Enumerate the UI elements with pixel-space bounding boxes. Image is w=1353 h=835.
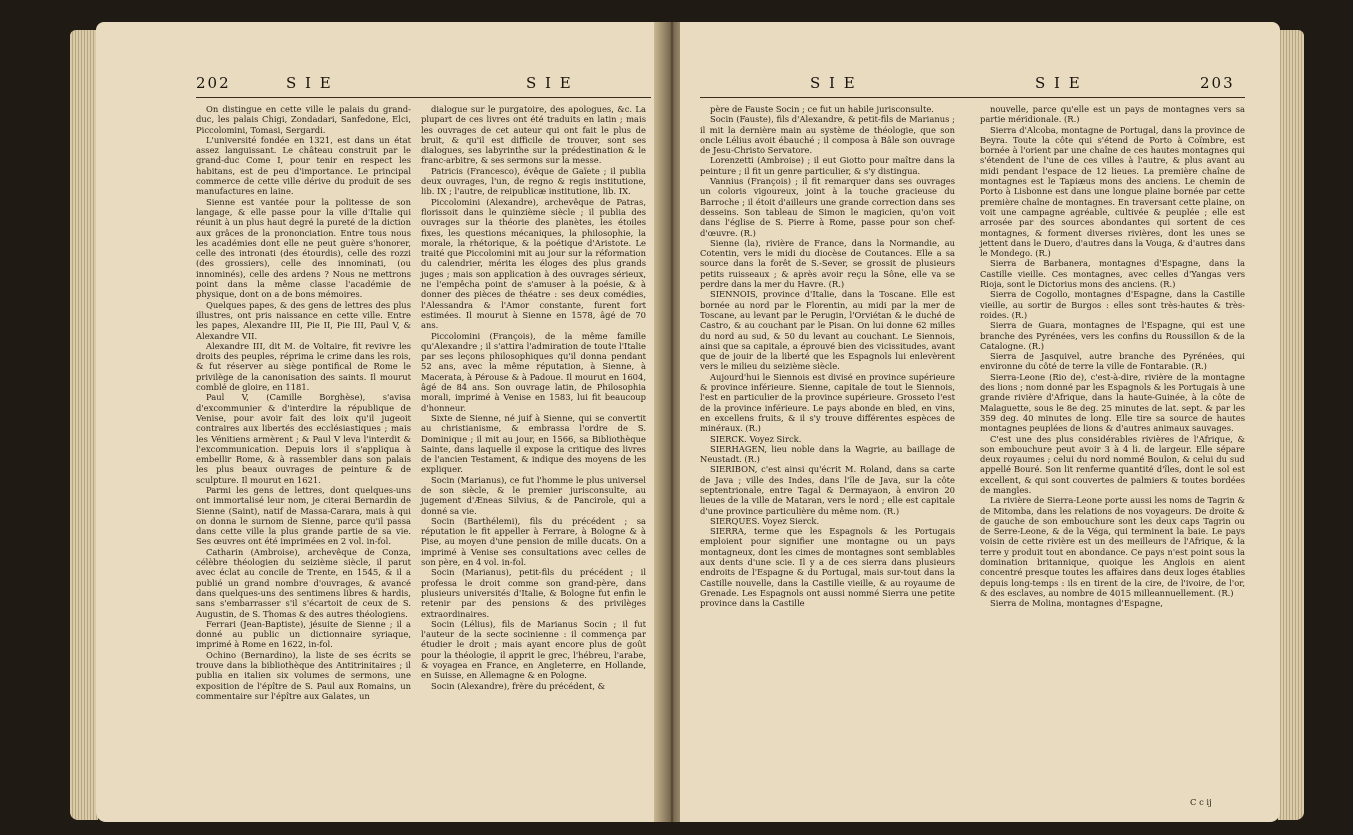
header-rule-right <box>700 97 1245 98</box>
paragraph: Parmi les gens de lettres, dont quelques-uns ont immortalisé leur nom, je citerai Bernardin de Sienne (Saint), natif de Massa-Carara, mais à qui on donna le surnom de Sienne, parce qu'il passa dans cette ville la plus grande partie de sa vie. Ses œuvres ont été imprimées en 2 vol. in-fol. <box>196 484 411 547</box>
paragraph: SIERIBON, c'est ainsi qu'écrit M. Roland, dans sa carte de Java ; ville des Indes, dans l'île de Java, sur la côte septentrionale, entre Tagal & Dermayaon, à environ 20 lieues de la ville de Mataran, vers le nord ; elle est capitale d'une province particulière du même nom. (R.) <box>700 464 955 516</box>
paragraph: Piccolomini (François), de la même famille qu'Alexandre ; il s'attira l'admiration de toute l'Italie par ses leçons philosophiques qu'il donna pendant 52 ans, avec la même réputation, à Sienne, à Macerata, à Pérouse & à Padoue. Il mourut en 1604, âgé de 84 ans. Son ouvrage latin, de Philosophia morali, imprimé à Venise en 1583, lui fit beaucoup d'honneur. <box>421 330 646 413</box>
paragraph: Patricis (Francesco), évêque de Gaïete ; il publia deux ouvrages, l'un, de regno & regis institutione, lib. IX ; l'autre, de reipublicæ institutione, lib. IX. <box>421 165 646 197</box>
left-page <box>96 22 664 822</box>
right-page-column-1 <box>700 104 955 609</box>
paragraph: SIERHAGEN, lieu noble dans la Wagrie, au baillage de Neustadt. (R.) <box>700 443 955 465</box>
paragraph: Sienne est vantée pour la politesse de son langage, & elle passe pour la ville d'Italie qui réunit à un plus haut degré la pureté de la diction aux grâces de la prononciation. Entre tous nous les académies dont elle ne peut guère s'honorer, celle des intronati (des étourdis), celle des rozzi (des grossiers), celle des innominati, (ou innominés), celle des ardens ? Nous ne mettrons point dans la même classe l'académie de physique, dont on a de bons mémoires. <box>196 196 411 300</box>
page-edges-left <box>70 30 98 820</box>
paragraph: Sierra de Cogollo, montagnes d'Espagne, dans la Castille vieille, au sortir de Burgos : elles sont très-hautes & très-roides. (R.) <box>980 289 1245 320</box>
paragraph: Sierra de Guara, montagnes de l'Espagne, qui est une branche des Pyrénées, vers les confins du Roussillon & de la Catalogne. (R.) <box>980 320 1245 351</box>
paragraph: Paul V, (Camille Borghèse), s'avisa d'excommunier & d'interdire la république de Venise, pour avoir fait des loix qu'il jugeoit contraires aux libertés des ecclésiastiques ; mais les Vénitiens armèrent ; & Paul V leva l'interdit & l'excommunication. Depuis lors il s'appliqua à embellir Rome, & à rassembler dans son palais les plus beaux ouvrages de peinture & de sculpture. Il mourut en 1621. <box>196 392 411 485</box>
page-edges-right <box>1278 30 1304 820</box>
running-head-left-col2: S I E <box>526 74 573 92</box>
paragraph: Socin (Marianus), petit-fils du précédent ; il professa le droit comme son grand-père, dans plusieurs universités d'Italie, & Bologne fut enfin le retenir par des pensions & des privilèges extraordinaires. <box>421 567 646 619</box>
paragraph: dialogue sur le purgatoire, des apologues, &c. La plupart de ces livres ont été traduits en latin ; mais les ouvrages de cet auteur qui ont fait le plus de bruit, & qu'il est difficile de trouver, sont ses dialogues, ses labyrinthe sur la prédestination & le franc-arbitre, & ses sermons sur la messe. <box>421 104 646 166</box>
paragraph: Socin (Marianus), ce fut l'homme le plus universel de son siècle, & le premier jurisconsulte, au jugement d'Æneas Silvius, & de Pancirole, qui a donné sa vie. <box>421 474 646 516</box>
paragraph: SIERCK. Voyez Sirck. <box>710 433 802 444</box>
paragraph: Socin (Alexandre), frère du précédent, & <box>431 680 606 691</box>
paragraph: Socin (Fauste), fils d'Alexandre, & petit-fils de Marianus ; il mit la dernière main au système de théologie, que son oncle Lélius avoit ébauché ; il composa à Bâle son ouvrage de Jesu-Christo Servatore. <box>700 114 955 156</box>
paragraph: SIERRA, terme que les Espagnols & les Portugais emploient pour signifier une montagne ou un pays montagneux, dont les cimes de montagnes sont semblables aux dents d'une scie. Il y a de ces sierra dans plusieurs endroits de l'Espagne & du Portugal, mais sur-tout dans la Castille nouvelle, dans la Castille vieille, & au royaume de Grenade. Les Espagnols ont aussi nommé Sierra une petite province dans la Castille <box>700 526 955 609</box>
paragraph: Sierra de Molina, montagnes d'Espagne, <box>990 598 1163 609</box>
paragraph: On distingue en cette ville le palais du grand-duc, les palais Chigi, Zondadari, Sanfedone, Elci, Piccolomini, Tomasi, Sergardi. <box>196 104 411 135</box>
paragraph: Piccolomini (Alexandre), archevêque de Patras, florissoit dans le quinzième siècle ; il publia des ouvrages sur la théorie des planètes, les étoiles fixes, les questions mécaniques, la philosophie, la morale, la rhétorique, & la poétique d'Aristote. Le traité que Piccolomini mit au jour sur la réformation du calendrier, mérita les éloges des plus grands juges ; mais son application à des ouvrages sérieux, ne l'empêcha point de s'amuser à la poésie, & à donner des pièces de théatre : ses deux comédies, l'Alessandra & l'Amor constante, furent fort estimées. Il mourut à Sienne en 1578, âgé de 70 ans. <box>421 196 646 331</box>
paragraph: Sierra-Leone (Rio de), c'est-à-dire, rivière de la montagne des lions ; nom donné par les Espagnols & les Portugais à une grande rivière d'Afrique, dans la haute-Guinée, à la côte de Malaguette, sous le 8e deg. 25 minutes de lat. sept. & par les 359 deg. 40 minutes de long. Elle tire sa source de hautes montagnes peuplées de lions & d'autres animaux sauvages. <box>980 371 1245 434</box>
paragraph: C'est une des plus considérables rivières de l'Afrique, & son embouchure peut avoir 3 à 4 li. de largeur. Elle sépare deux royaumes ; celui du nord nommé Boulon, & celui du sud appellé Bouré. Son lit renferme quantité d'îles, dont le sol est excellent, & qui sont couvertes de palmiers & toutes bordées de mangles. <box>980 433 1245 495</box>
paragraph: Socin (Lélius), fils de Marianus Socin ; il fut l'auteur de la secte socinienne : il commença par étudier le droit ; mais ayant encore plus de goût pour la théologie, il apprit le grec, l'hébreu, l'arabe, & voyagea en France, en Angleterre, en Hollande, en Suisse, en Allemagne & en Pologne. <box>421 618 646 681</box>
running-head-left-col1: S I E <box>286 74 333 92</box>
paragraph: Quelques papes, & des gens de lettres des plus illustres, ont pris naissance en cette ville. Entre les papes, Alexandre III, Pie II, Pie III, Paul V, & Alexandre VII. <box>196 299 411 341</box>
paragraph: SIERQUES. Voyez Sierck. <box>710 515 820 526</box>
paragraph: L'université fondée en 1321, est dans un état assez languissant. Le château construit par le grand-duc Come I, pour tenir en respect les habitans, est de peu d'importance. Le principal commerce de cette ville dérive du produit de ses manufactures en laine. <box>196 134 411 197</box>
paragraph: père de Fauste Socin ; ce fut un habile jurisconsulte. <box>710 104 934 114</box>
paragraph: La rivière de Sierra-Leone porte aussi les noms de Tagrin & de Mitomba, dans les relations de nos voyageurs. De droite & de gauche de son embouchure sont les deux caps Tagrin ou de Serre-Leone, & de la Véga, qui terminent la baie. Le pays voisin de cette rivière est un des meilleurs de l'Afrique, & la terre y produit tout en abondance. Ce pays n'est point sous la domination britannique, quoique les Anglois en aient concentré presque toutes les affaires dans deux loges établies depuis long-temps : ils en tirent de la cire, de l'ivoire, de l'or, & des esclaves, au nombre de 4015 milleannuellement. (R.) <box>980 495 1245 598</box>
paragraph: Aujourd'hui le Siennois est divisé en province supérieure & province inférieure. Sienne, capitale de tout le Siennois, l'est en particulier de la province supérieure. Grosseto l'est de la province inférieure. Le pays abonde en bled, en vins, en excellens fruits, & il s'y trouve différentes espèces de minéraux. (R.) <box>700 371 955 434</box>
paragraph: Sierra de Barbanera, montagnes d'Espagne, dans la Castille vieille. Ces montagnes, avec celles d'Yangas vers Rioja, sont le Dictorius mons des anciens. (R.) <box>980 258 1245 290</box>
paragraph: Lorenzetti (Ambroise) ; il eut Giotto pour maître dans la peinture ; il fit un genre particulier, & s'y distingua. <box>700 155 955 176</box>
left-page-column-2 <box>421 104 646 691</box>
paragraph: SIENNOIS, province d'Italie, dans la Toscane. Elle est bornée au nord par le Florentin, au midi par la mer de Toscane, au levant par le Perugin, l'Orviétan & le duché de Castro, & au couchant par le Pisan. On lui donne 62 milles du nord au sud, & 50 du levant au couchant. Le Siennois, ainsi que sa capitale, a éprouvé bien des vicissitudes, avant que de jouir de la liberté que les Espagnols lui enlevèrent vers le milieu du seizième siècle. <box>700 289 955 372</box>
paragraph: Ferrari (Jean-Baptiste), jésuite de Sienne ; il a donné au public un dictionnaire syriaque, imprimé à Rome en 1622, in-fol. <box>196 618 411 650</box>
header-rule-left <box>196 97 651 98</box>
left-page-column-1 <box>196 104 411 701</box>
paragraph: Sierra de Jasquivel, autre branche des Pyrénées, qui environne du côté de terre la ville de Fontarabie. (R.) <box>980 351 1245 372</box>
page-number-right: 203 <box>1200 74 1235 92</box>
paragraph: Ochino (Bernardino), la liste de ses écrits se trouve dans la bibliothèque des Antitrinitaires ; il publia en italien six volumes de sermons, une exposition de l'épître de S. Paul aux Romains, un commentaire sur l'épître aux Galates, un <box>196 649 411 701</box>
running-head-right-col2: S I E <box>1035 74 1082 92</box>
paragraph: nouvelle, parce qu'elle est un pays de montagnes vers sa partie méridionale. (R.) <box>980 104 1245 125</box>
right-page <box>680 22 1280 822</box>
paragraph: Alexandre III, dit M. de Voltaire, fit revivre les droits des peuples, réprima le crime dans les rois, & fut réserver au siège pontifical de Rome le privilège de la canonisation des saints. Il mourut comblé de gloire, en 1181. <box>196 340 411 393</box>
running-head-right-col1: S I E <box>810 74 857 92</box>
paragraph: Socin (Barthélemi), fils du précédent ; sa réputation le fit appeller à Ferrare, à Bologne & à Pise, au moyen d'une pension de mille ducats. On a imprimé à Venise ses consultations avec celles de son père, en 4 vol. in-fol. <box>421 515 646 568</box>
paragraph: Vannius (François) ; il fit remarquer dans ses ouvrages un coloris vigoureux, joint à la touche gracieuse du Barroche ; il étoit d'ailleurs une grande correction dans ses desseins. Son tableau de Simon le magicien, qu'on voit dans l'église de S. Pierre à Rome, passe pour son chef-d'œuvre. (R.) <box>700 176 955 238</box>
page-number-left: 202 <box>196 74 231 92</box>
right-page-column-2 <box>980 104 1245 609</box>
paragraph: Sixte de Sienne, né juif à Sienne, qui se convertit au christianisme, & embrassa l'ordre de S. Dominique ; il mit au jour, en 1566, sa Bibliothèque Sainte, dans laquelle il expose la critique des livres de l'ancien Testament, & indique des moyens de les expliquer. <box>421 412 646 475</box>
signature-mark: C c ij <box>1190 797 1212 807</box>
paragraph: Sienne (la), rivière de France, dans la Normandie, au Cotentin, vers le midi du diocèse de Coutances. Elle a sa source dans la forêt de S.-Sever, se grossit de plusieurs petits ruisseaux ; & après avoir reçu la Sône, elle va se perdre dans la mer du Havre. (R.) <box>700 237 955 290</box>
paragraph: Catharin (Ambroise), archevêque de Conza, célèbre théologien du seizième siècle, il parut avec éclat au concile de Trente, en 1545, & il a publié un grand nombre d'ouvrages, & avancé dans quelques-uns des sentimens libres & hardis, sans s'embarrasser s'il s'écartoit de ceux de S. Augustin, de S. Thomas & des autres théologiens. <box>196 546 411 619</box>
paragraph: Sierra d'Alcoba, montagne de Portugal, dans la province de Beyra. Toute la côte qui s'étend de Porto à Coïmbre, est bornée à l'orient par une chaîne de ces hautes montagnes qui s'étendent de l'une de ces villes à l'autre, & plus avant au midi pendant l'espace de 12 lieues. La première chaîne de montagnes est le Tapiæus mons des anciens. Le chemin de Porto à Lisbonne est dans une longue plaine bornée par cette première chaîne de montagnes. En traversant cette plaine, on voit une campagne agréable, cultivée & peuplée ; elle est arrosée par des sources abondantes qui sortent de ces montagnes, & forment diverses rivières, dont les unes se jettent dans le Duero, d'autres dans la Vouga, & d'autres dans le Mondego. (R.) <box>980 124 1245 259</box>
